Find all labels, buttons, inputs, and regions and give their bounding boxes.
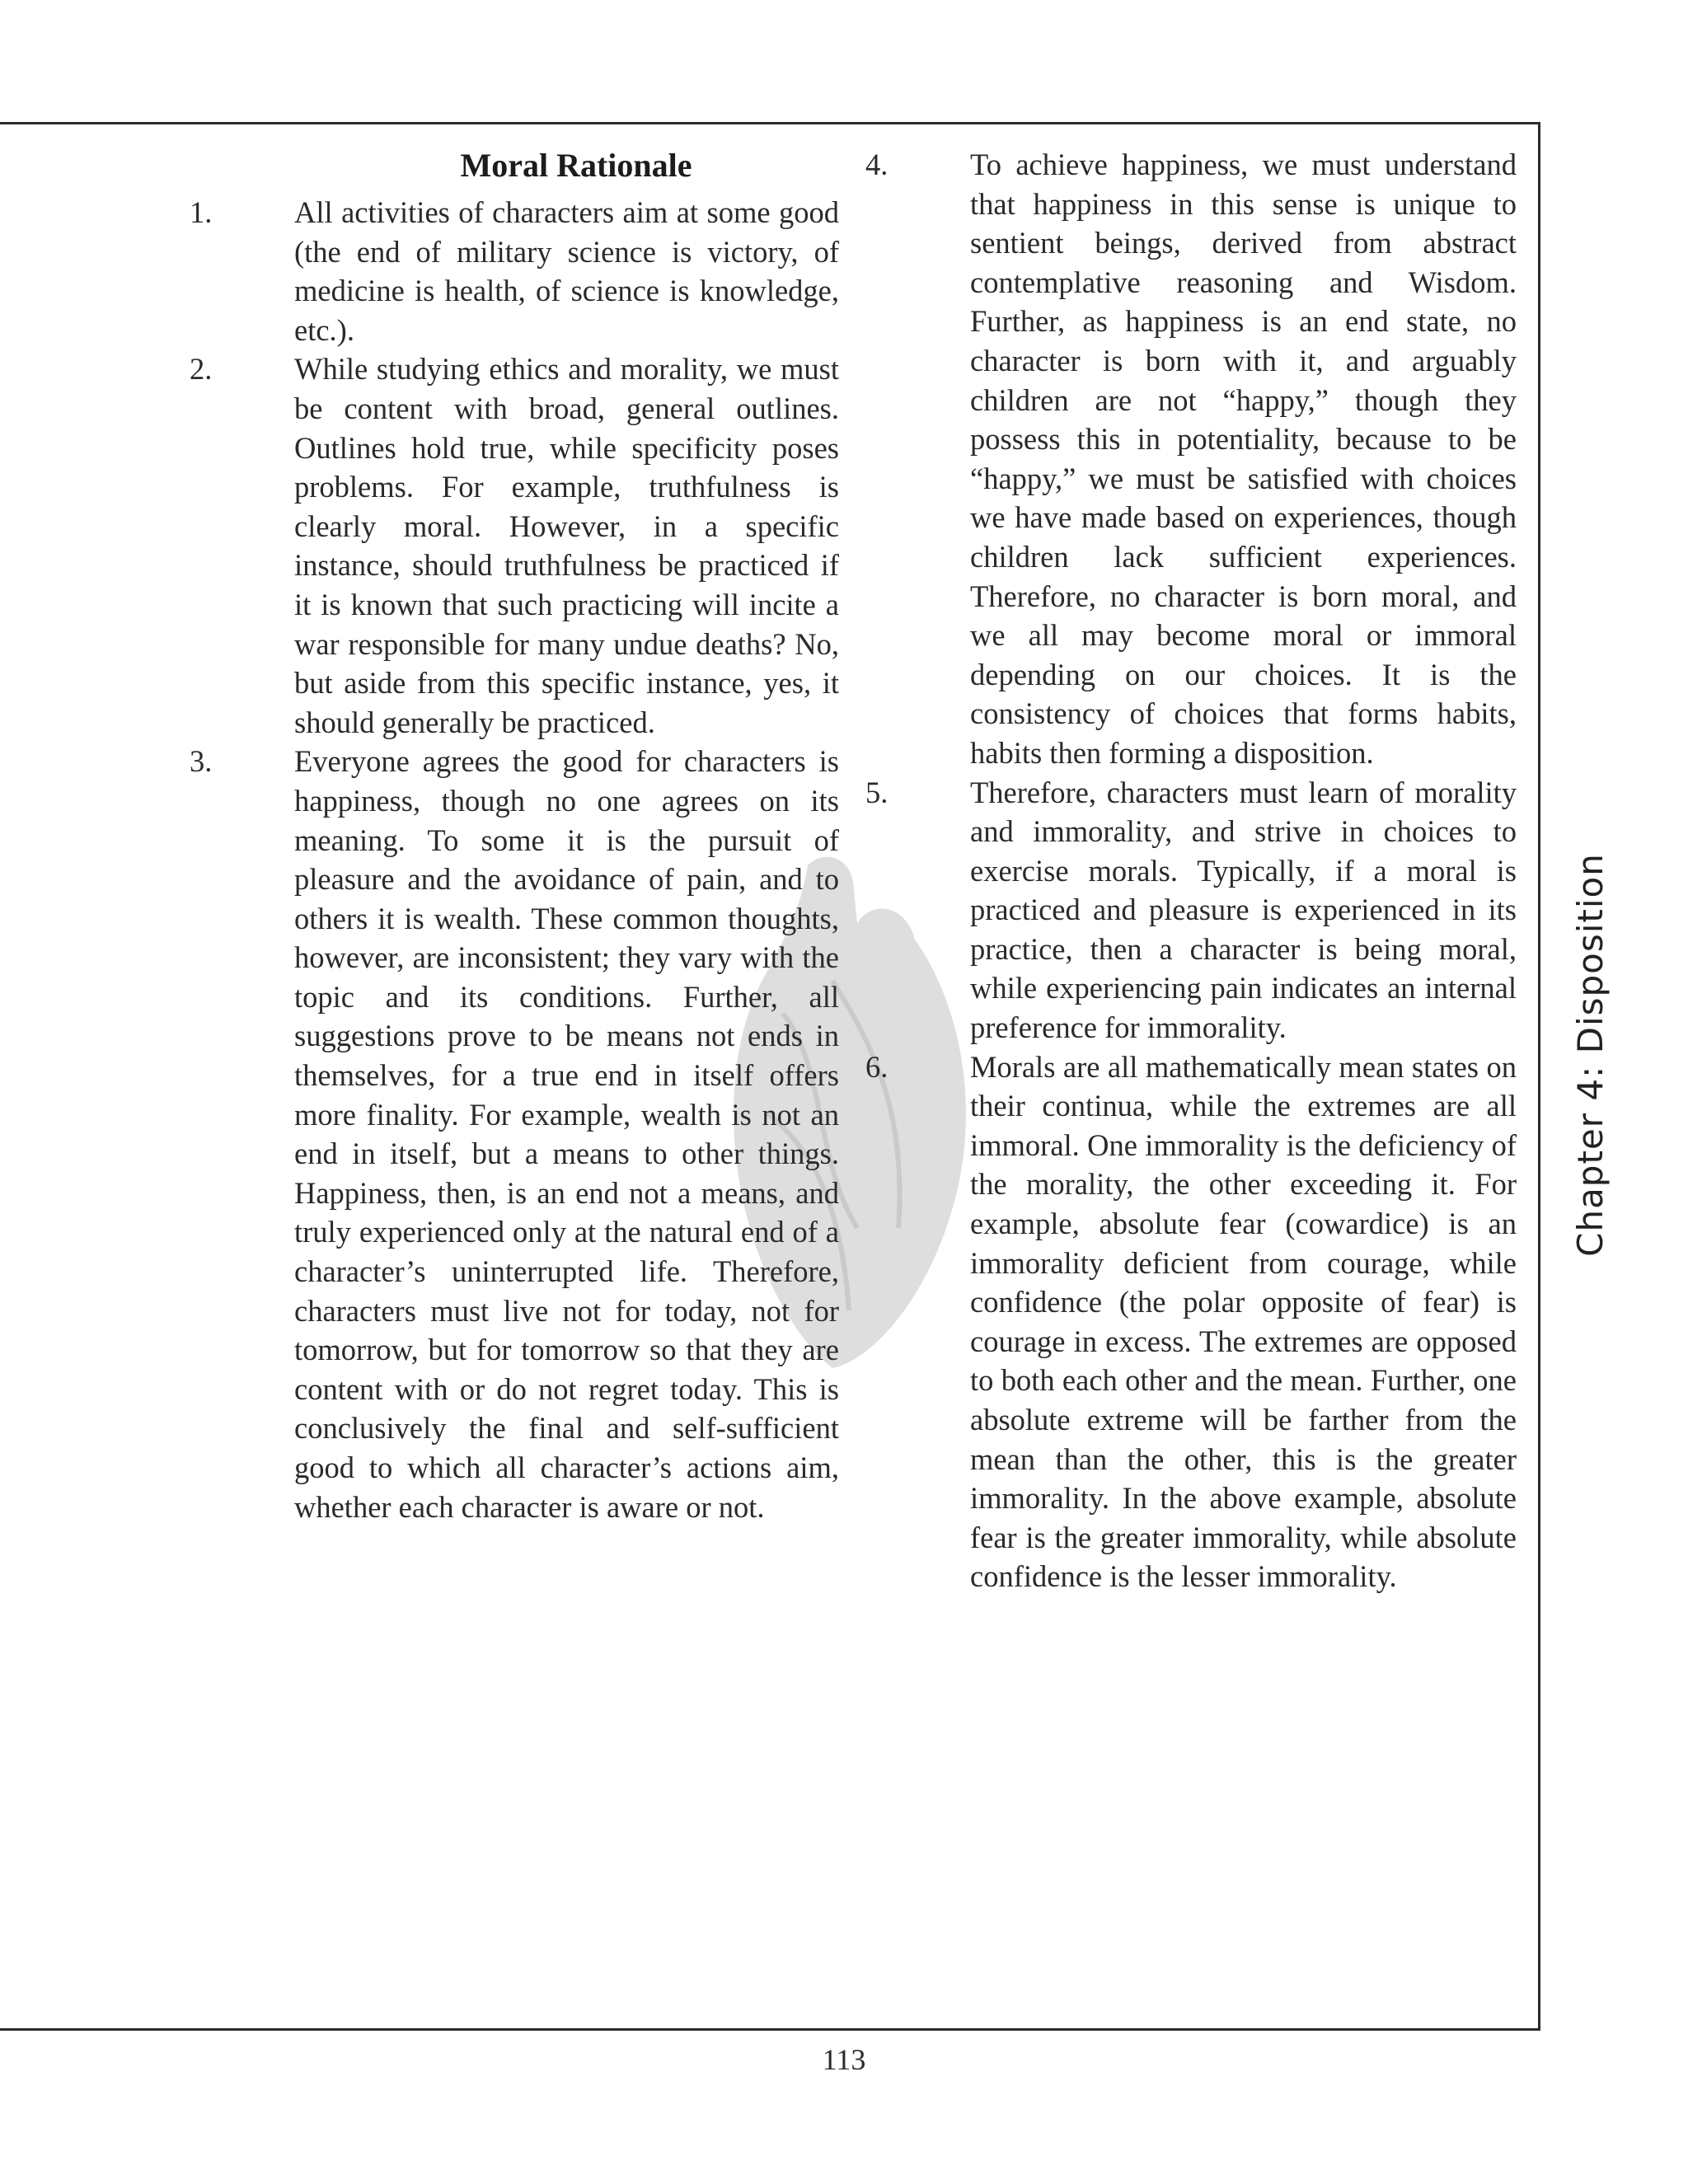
item-text: To achieve happiness, we must understand that happiness in this sense is unique to sentient beings, derived from abstract contemplative reasoning and Wisdom. Further, as happiness is an end state, no character is born with it, and arguably children are not “happy,” though they possess this in potentiality, because to be “happy,” we must be satisfied with choices we have made based on experiences, though children lack sufficient experiences. Therefore, no character is born moral, and we all may become moral or immoral depending on our choices. It is the consistency of choices that forms habits, habits then forming a disposition. [970, 148, 1517, 770]
item-text: While studying ethics and morality, we must be content with broad, general outlines. Outlines hold true, while specificity poses problems. For example, truthfulness is clearly moral. However, in a specific instance, should truthfulness be practiced if it is known that such practicing will incite a war responsible for many undue deaths? No, but aside from this specific instance, yes, it should generally be practiced. [294, 352, 839, 739]
left-column [190, 145, 839, 1526]
list-item-3 [190, 742, 839, 1526]
chapter-side-title: Chapter 4: Disposition [1570, 853, 1611, 1257]
item-number: 4. [865, 148, 889, 181]
item-text: Morals are all mathematically mean states on their continua, while the extremes are all immoral. One immorality is the deficiency of the morality, the other exceeding it. For example, absolute fear (cowardice) is an immorality deficient from courage, while confidence (the polar opposite of fear) is courage in excess. The extremes are opposed to both each other and the mean. Further, one absolute extreme will be farther from the mean than the other, this is the greater immorality. In the above example, absolute fear is the greater immorality, while absolute confidence is the lesser immorality. [970, 1049, 1517, 1594]
item-number: 2. [190, 352, 213, 387]
item-number: 3. [190, 744, 213, 779]
list-item-5 [865, 773, 1517, 1047]
item-number: 6. [865, 1049, 889, 1084]
item-number: 5. [865, 775, 889, 809]
item-text: Everyone agrees the good for characters is happiness, though no one agrees on its meaning. To some it is the pursuit of pleasure and the avoidance of pain, and to others it is wealth. These common thoughts, however, are inconsistent; they vary with the topic and its conditions. Further, all suggestions prove to be means not ends in themselves, for a true end in itself offers more finality. For example, wealth is not an end in itself, but a means to other things. Happiness, then, is an end not a means, and truly experienced only at the natural end of a character’s uninterrupted life. Therefore, characters must live not for today, not for tomorrow, but for tomorrow so that they are content with or do not regret today. This is conclusively the final and self-sufficient good to which all character’s actions aim, whether each character is aware or not. [294, 744, 839, 1524]
item-text: All activities of characters aim at some good (the end of military science is victory, of medicine is health, of science is knowledge, etc.). [294, 195, 839, 347]
list-item-1 [190, 193, 839, 349]
page-number: 113 [822, 2043, 866, 2076]
list-item-4 [865, 145, 1517, 773]
item-text: Therefore, characters must learn of morality and immorality, and strive in choices to exercise morals. Typically, if a moral is practiced and pleasure is experienced in its practice, then a character is being moral, while experiencing pain indicates an internal preference for immorality. [970, 775, 1517, 1045]
item-number: 1. [190, 195, 213, 229]
right-column [865, 145, 1517, 1596]
list-item-6 [865, 1047, 1517, 1596]
section-heading: Moral Rationale [460, 147, 692, 184]
list-item-2 [190, 349, 839, 742]
